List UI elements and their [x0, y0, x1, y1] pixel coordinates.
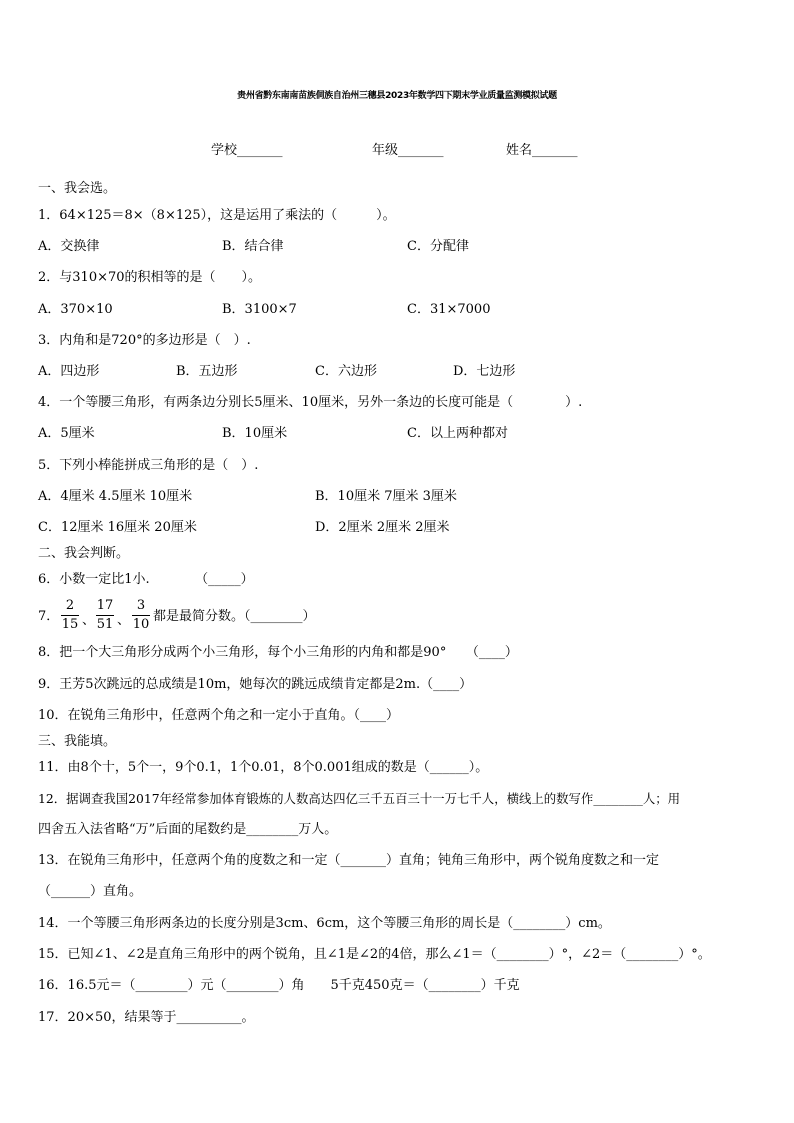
question-1: 1．64×125＝8×（8×125），这是运用了乘法的（ ）。	[38, 208, 396, 223]
question-9: 9．王芳5次跳远的总成绩是10m，她每次的跳远成绩肯定都是2m.（____）	[38, 677, 473, 692]
question-11: 11．由8个十，5个一，9个0.1，1个0.01，8个0.001组成的数是（______）。	[38, 760, 489, 775]
section-heading-choice: 一、我会选。	[38, 181, 117, 196]
question-12-line-1: 12．据调查我国2017年经常参加体育锻炼的人数高达四亿三千五百三十一万七千人，横线上的数写作________人；用	[38, 791, 681, 806]
question-13-line-1: 13．在锐角三角形中，任意两个角的度数之和一定（_______）直角；钝角三角形中，两个锐角度数之和一定	[38, 853, 660, 868]
question-5: 5．下列小棒能拼成三角形的是（ ）.	[38, 458, 259, 473]
question-7-tail: 都是最简分数。（________）	[153, 609, 316, 624]
question-12-line-2: 四舍五入法省略“万”后面的尾数约是________万人。	[38, 822, 338, 837]
section-heading-fill: 三、我能填。	[38, 734, 117, 749]
question-4: 4．一个等腰三角形，有两条边分别长5厘米、10厘米，另外一条边的长度可能是（ ）.	[38, 395, 583, 410]
q3-option-b: B．五边形	[176, 364, 238, 379]
question-7-label: 7．	[38, 609, 60, 624]
q7-fraction-3-bar	[132, 615, 150, 616]
q1-option-b: B．结合律	[222, 239, 284, 254]
school-field: 学校_______	[211, 143, 283, 158]
q7-fraction-2-denominator: 51	[96, 617, 114, 632]
question-3: 3．内角和是720°的多边形是（ ）.	[38, 333, 251, 348]
q3-option-c: C．六边形	[315, 364, 377, 379]
grade-field: 年级_______	[372, 143, 444, 158]
q4-option-a: A．5厘米	[38, 426, 95, 441]
q1-option-a: A．交换律	[38, 239, 100, 254]
q5-option-c: C．12厘米 16厘米 20厘米	[38, 520, 197, 535]
question-10: 10．在锐角三角形中，任意两个角之和一定小于直角。（____）	[38, 708, 400, 723]
q4-option-b: B．10厘米	[222, 426, 288, 441]
q7-fraction-3-denominator: 10	[132, 617, 150, 632]
question-8: 8．把一个大三角形分成两个小三角形，每个小三角形的内角和都是90° （____）	[38, 645, 518, 660]
q7-fraction-1-denominator: 15	[61, 617, 79, 632]
q7-fraction-3-numerator: 3	[136, 598, 146, 613]
question-14: 14．一个等腰三角形两条边的长度分别是3cm、6cm，这个等腰三角形的周长是（________）cm。	[38, 916, 611, 931]
q7-fraction-2-bar	[96, 615, 114, 616]
q4-option-c: C．以上两种都对	[407, 426, 508, 441]
q5-option-d: D．2厘米 2厘米 2厘米	[315, 520, 450, 535]
question-13-line-2: （______）直角。	[38, 884, 143, 899]
q1-option-c: C．分配律	[407, 239, 469, 254]
q7-fraction-3	[130, 598, 152, 633]
name-field: 姓名_______	[506, 143, 578, 158]
q2-option-a: A．370×10	[38, 302, 113, 317]
q5-option-a: A．4厘米 4.5厘米 10厘米	[38, 489, 193, 504]
q5-option-b: B．10厘米 7厘米 3厘米	[315, 489, 457, 504]
q2-option-c: C．31×7000	[407, 302, 491, 317]
section-heading-judge: 二、我会判断。	[38, 546, 130, 561]
q7-separator-1: 、	[82, 613, 96, 628]
q7-fraction-2	[94, 598, 116, 633]
question-6: 6．小数一定比1小. （_____）	[38, 572, 254, 587]
exam-title: 贵州省黔东南南苗族侗族自治州三穗县2023年数学四下期末学业质量监测模拟试题	[237, 91, 557, 101]
question-15: 15．已知∠1、∠2是直角三角形中的两个锐角，且∠1是∠2的4倍，那么∠1＝（________）°，∠2＝（________）°。	[38, 947, 711, 962]
q7-separator-2: 、	[117, 613, 131, 628]
question-17: 17．20×50，结果等于__________。	[38, 1010, 255, 1025]
q7-fraction-1	[59, 598, 81, 633]
q7-fraction-1-bar	[61, 615, 79, 616]
q7-fraction-2-numerator: 17	[96, 598, 114, 613]
q3-option-a: A．四边形	[38, 364, 100, 379]
q2-option-b: B．3100×7	[222, 302, 297, 317]
question-2: 2．与310×70的积相等的是（ ）。	[38, 270, 262, 285]
q3-option-d: D．七边形	[453, 364, 516, 379]
q7-fraction-1-numerator: 2	[65, 598, 75, 613]
question-16: 16．16.5元＝（________）元（________）角 5千克450克＝（________）千克	[38, 978, 520, 993]
